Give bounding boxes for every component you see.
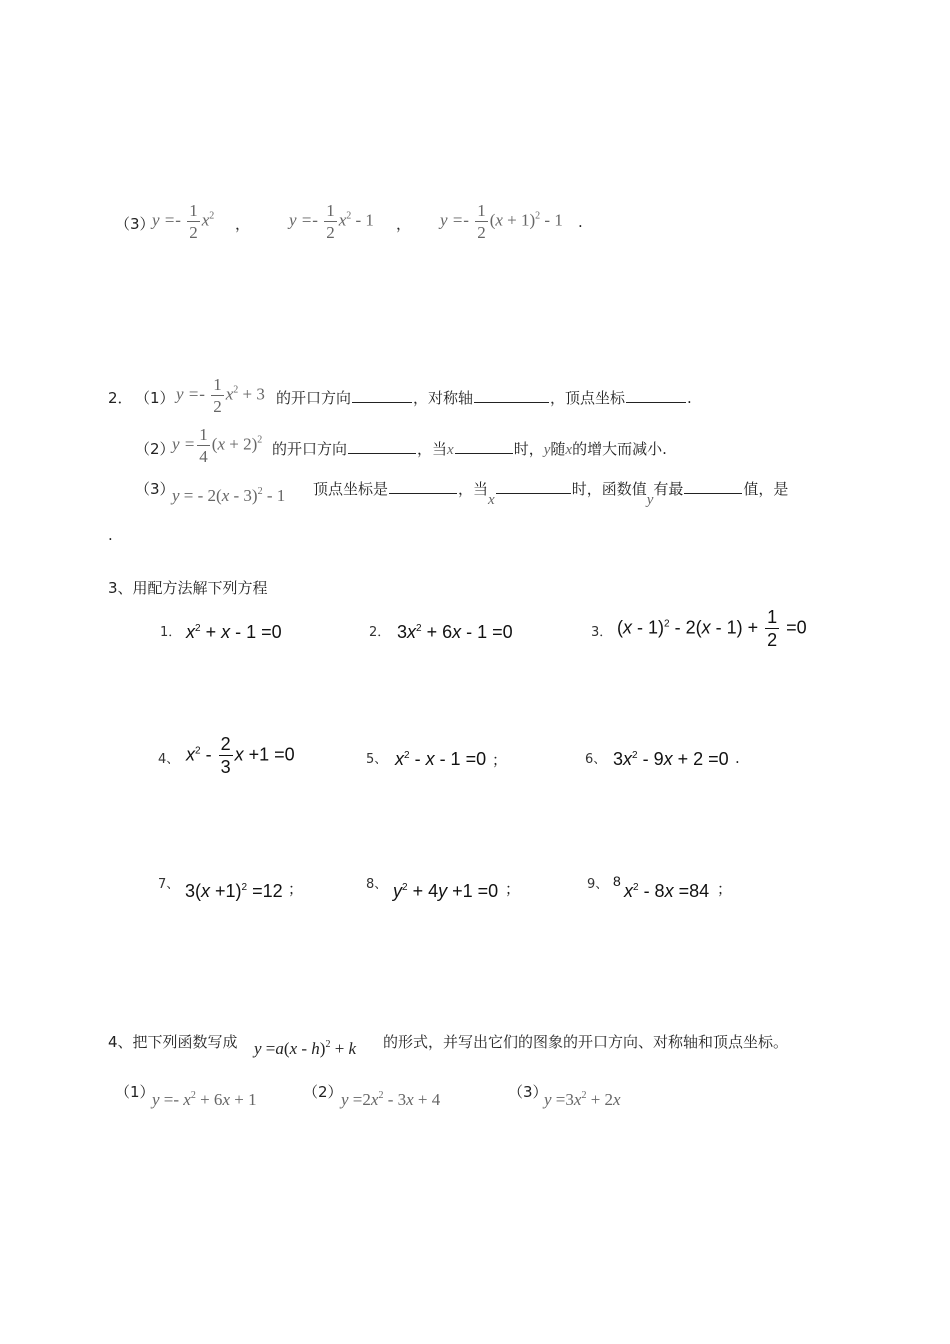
q4-heading-pre: 4、把下列函数写成	[108, 1033, 238, 1051]
q3-item-label: 4、	[158, 752, 180, 767]
separator: ，	[235, 215, 251, 233]
separator: ，	[396, 215, 412, 233]
q3-item-label: 9、	[587, 877, 609, 892]
formula-q1-3b: y =- $\frac{1}{2}$ $x^2 - 1$	[289, 201, 374, 242]
q2-1-text: 的开口方向 ，对称轴 ，顶点坐标 .	[276, 389, 692, 407]
function-3: $y =3x^2 + 2x$	[544, 1090, 621, 1109]
semicolon: ；	[717, 880, 733, 898]
vertex-form-formula: y =a(x - h)$^2$ + k	[254, 1039, 357, 1058]
formula-q2-2: y = $\frac{1}{4}$ $(x + 2)^2$	[172, 425, 263, 466]
q4-heading-post: 的形式，并写出它们的图象的开口方向、对称轴和顶点坐标。	[383, 1033, 789, 1051]
equation-8: $y^2 + 4y +1 =0$	[393, 881, 499, 901]
q2-number: 2．	[108, 389, 133, 407]
q3-item-label: 6、	[585, 752, 607, 767]
equation-9: $x^2 - 8x =84$	[624, 881, 710, 901]
semicolon: ；	[288, 880, 304, 898]
equation-2: $3x^2 + 6x - 1 =0$	[397, 622, 513, 642]
q4-label-2: （2）	[303, 1083, 343, 1101]
period: .	[578, 213, 583, 231]
q3-item-label: 5、	[366, 752, 388, 767]
equation-1: $x^2 + x - 1 =0$	[186, 622, 282, 642]
semicolon: ；	[505, 880, 521, 898]
formula-q2-1: y =- $\frac{1}{2}$ $x^2 + 3$	[176, 375, 265, 416]
equation-3: (x - 1)$^2$ - 2(x - 1) + $\frac{1}{2}$ =0	[617, 607, 807, 650]
q3-item-label: 7、	[158, 877, 180, 892]
equation-4: $x^2$ - $\frac{2}{3}$ x +1 =0	[186, 734, 295, 777]
coefficient-8: 8	[613, 873, 621, 889]
q2-2-label: （2）	[135, 440, 175, 458]
equation-6: $3x^2 - 9x + 2 =0$	[613, 749, 729, 769]
q2-1-label: （1）	[135, 389, 175, 407]
q4-label-1: （1）	[115, 1083, 155, 1101]
formula-q2-3: y = - 2(x - 3)$^2$ - 1	[172, 486, 286, 505]
function-1: $y =- x^2 + 6x + 1$	[152, 1090, 257, 1109]
q2-3-dot: .	[108, 526, 113, 544]
function-2: $y =2x^2 - 3x + 4$	[341, 1090, 441, 1109]
formula-q1-3c: y =- $\frac{1}{2}$ $(x + 1)^2 - 1$	[440, 201, 563, 242]
equation-5: $x^2 - x - 1 =0$	[395, 749, 487, 769]
q3-heading: 3、用配方法解下列方程	[108, 579, 268, 597]
q3-item-label: 8、	[366, 877, 388, 892]
period: .	[735, 749, 740, 767]
q2-2-text: 的开口方向 ，当x 时，y随x的增大而减小.	[272, 440, 667, 458]
equation-7: $3(x +1)^2 =12$	[185, 881, 283, 901]
q2-3-text: 顶点坐标是 ，当x时，函数值y有最 值，是	[313, 480, 789, 508]
q3-item-label: 2．	[369, 625, 391, 640]
q3-item-label: 3．	[591, 625, 613, 640]
q4-label-3: （3）	[508, 1083, 548, 1101]
formula-q1-3a: y =- $\frac{1}{2}$ $x^2$	[152, 201, 215, 242]
q3-item-label: 1．	[160, 625, 182, 640]
semicolon: ；	[492, 751, 508, 769]
q2-3-label: （3）	[135, 480, 175, 498]
q1-3-label: （3）	[115, 215, 155, 233]
